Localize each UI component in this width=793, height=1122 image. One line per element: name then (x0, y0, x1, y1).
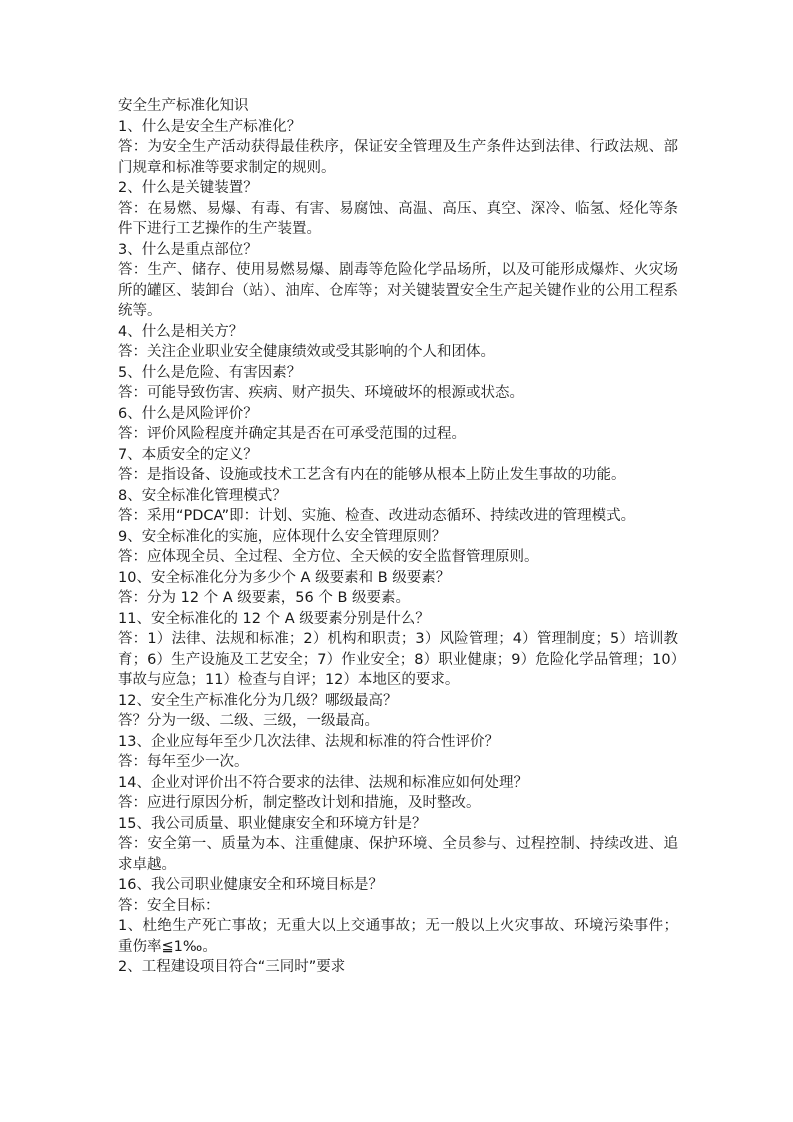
question-4: 4、什么是相关方？ (118, 323, 244, 340)
answer-6: 答：评价风险程度并确定其是否在可承受范围的过程。 (118, 426, 466, 442)
question-16: 16、我公司职业健康安全和环境目标是？ (118, 877, 383, 893)
answer-15: 答：安全第一、质量为本、注重健康、保护环境、全员参与、过程控制、持续改进、追求卓越。 (118, 836, 678, 873)
question-13: 13、企业应每年至少几次法律、法规和标准的符合性评价？ (118, 733, 499, 750)
answer-12: 答？分为一级、二级、三级，一级最高。 (118, 713, 379, 729)
answer-8: 答：采用“PDCA”即：计划、实施、检查、改进动态循环、持续改进的管理模式。 (118, 508, 636, 524)
answer-4: 答：关注企业职业安全健康绩效或受其影响的个人和团体。 (118, 344, 495, 360)
answer-5: 答：可能导致伤害、疾病、财产损失、环境破坏的根源或状态。 (118, 385, 524, 401)
safety-target-2: 2、工程建设项目符合“三同时”要求 (118, 959, 346, 975)
answer-14: 答：应进行原因分析，制定整改计划和措施，及时整改。 (118, 795, 481, 811)
document-page (118, 96, 678, 978)
answer-13: 答：每年至少一次。 (118, 754, 249, 770)
question-2: 2、什么是关键装置？ (118, 180, 258, 196)
safety-target-1: 1、杜绝生产死亡事故；无重大以上交通事故；无一般以上火灾事故、环境污染事件；重伤率≦1‰。 (118, 918, 678, 955)
question-1: 1、什么是安全生产标准化？ (118, 118, 302, 135)
question-3: 3、什么是重点部位？ (118, 241, 258, 258)
question-9: 9、安全标准化的实施，应体现什么安全管理原则？ (118, 528, 447, 545)
answer-9: 答：应体现全员、全过程、全方位、全天候的安全监督管理原则。 (118, 549, 539, 565)
question-7: 7、本质安全的定义？ (118, 446, 258, 463)
answer-3: 答：生产、储存、使用易燃易爆、剧毒等危险化学品场所，以及可能形成爆炸、火灾场所的罐区、装卸台（站）、油库、仓库等；对关键装置安全生产起关键作业的公用工程系统等。 (118, 262, 678, 319)
answer-7: 答：是指设备、设施或技术工艺含有内在的能够从根本上防止发生事故的功能。 (118, 467, 626, 483)
question-14: 14、企业对评价出不符合要求的法律、法规和标准应如何处理？ (118, 774, 528, 791)
document-title: 安全生产标准化知识 (118, 98, 249, 114)
answer-2: 答：在易燃、易爆、有毒、有害、易腐蚀、高温、高压、真空、深冷、临氢、烃化等条件下进行工艺操作的生产装置。 (118, 200, 678, 237)
question-11: 11、安全标准化的 12 个 A 级要素分别是什么？ (118, 610, 430, 627)
question-5: 5、什么是危险、有害因素？ (118, 364, 302, 381)
question-10: 10、安全标准化分为多少个 A 级要素和 B 级要素？ (118, 569, 451, 586)
question-15: 15、我公司质量、职业健康安全和环境方针是？ (118, 815, 427, 832)
answer-16: 答：安全目标： (118, 897, 220, 914)
answer-11: 答：1）法律、法规和标准；2）机构和职责；3）风险管理；4）管理制度；5）培训教育；6）生产设施及工艺安全；7）作业安全；8）职业健康；9）危险化学品管理；10）事故与应急；11）检查与自评；12）本地区的要求。 (118, 631, 678, 688)
answer-1: 答：为安全生产活动获得最佳秩序，保证安全管理及生产条件达到法律、行政法规、部门规章和标准等要求制定的规则。 (118, 139, 678, 176)
question-8: 8、安全标准化管理模式？ (118, 487, 287, 504)
question-12: 12、安全生产标准化分为几级？哪级最高？ (118, 692, 398, 709)
question-6: 6、什么是风险评价？ (118, 405, 258, 422)
answer-10: 答：分为 12 个 A 级要素，56 个 B 级要素。 (118, 590, 411, 606)
